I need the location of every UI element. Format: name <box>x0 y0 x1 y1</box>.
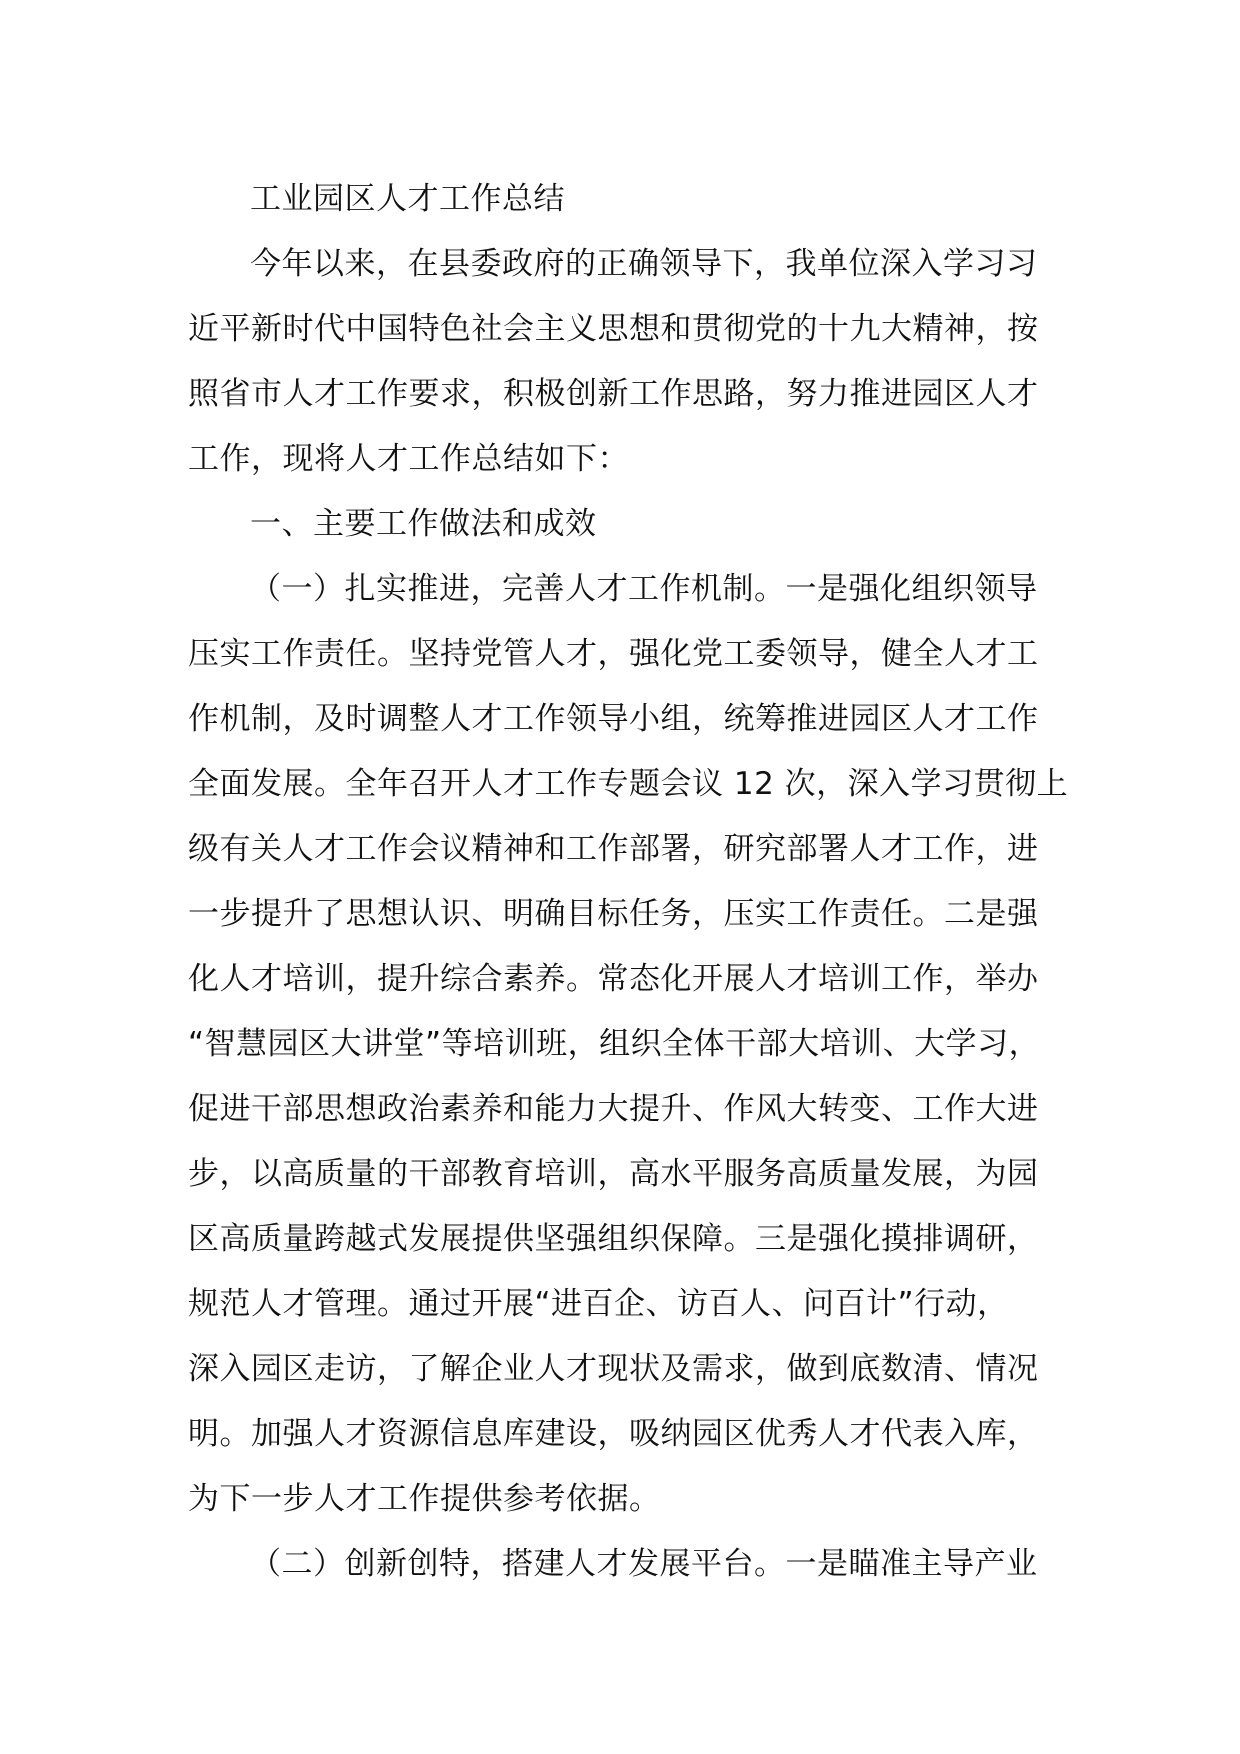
paragraph-line: 规范人才管理。通过开展“进百企、访百人、问百计”行动， <box>188 1286 1009 1322</box>
paragraph-line: 区高质量跨越式发展提供坚强组织保障。三是强化摸排调研， <box>188 1221 1039 1257</box>
paragraph-line: 步，以高质量的干部教育培训，高水平服务高质量发展，为园 <box>188 1156 1039 1192</box>
paragraph-line: 促进干部思想政治素养和能力大提升、作风大转变、工作大进 <box>188 1091 1039 1127</box>
paragraph-line: “智慧园区大讲堂”等培训班，组织全体干部大培训、大学习， <box>188 1026 1041 1062</box>
paragraph-line: 全面发展。全年召开人才工作专题会议 12 次，深入学习贯彻上 <box>188 766 1069 802</box>
document-body <box>188 167 1069 1597</box>
document-title: 工业园区人才工作总结 <box>250 181 565 217</box>
paragraph-line: 深入园区走访，了解企业人才现状及需求，做到底数清、情况 <box>188 1351 1039 1387</box>
paragraph-line: 级有关人才工作会议精神和工作部署，研究部署人才工作，进 <box>188 831 1039 867</box>
paragraph-line: 照省市人才工作要求，积极创新工作思路，努力推进园区人才 <box>188 376 1039 412</box>
paragraph-line: 化人才培训，提升综合素养。常态化开展人才培训工作，举办 <box>188 961 1039 997</box>
section-heading: 一、主要工作做法和成效 <box>250 506 597 542</box>
subsection-heading-line: （二）创新创特，搭建人才发展平台。一是瞄准主导产业 <box>250 1546 1038 1582</box>
paragraph-line: 为下一步人才工作提供参考依据。 <box>188 1481 661 1517</box>
paragraph-line: 明。加强人才资源信息库建设，吸纳园区优秀人才代表入库， <box>188 1416 1039 1452</box>
paragraph-line: 今年以来，在县委政府的正确领导下，我单位深入学习习 <box>250 246 1038 282</box>
paragraph-line: 一步提升了思想认识、明确目标任务，压实工作责任。二是强 <box>188 896 1039 932</box>
paragraph-line: 近平新时代中国特色社会主义思想和贯彻党的十九大精神，按 <box>188 311 1039 347</box>
subsection-heading-line: （一）扎实推进，完善人才工作机制。一是强化组织领导 <box>250 571 1038 607</box>
paragraph-line: 工作，现将人才工作总结如下： <box>188 441 629 477</box>
paragraph-line: 压实工作责任。坚持党管人才，强化党工委领导，健全人才工 <box>188 636 1039 672</box>
paragraph-line: 作机制，及时调整人才工作领导小组，统筹推进园区人才工作 <box>188 701 1039 737</box>
